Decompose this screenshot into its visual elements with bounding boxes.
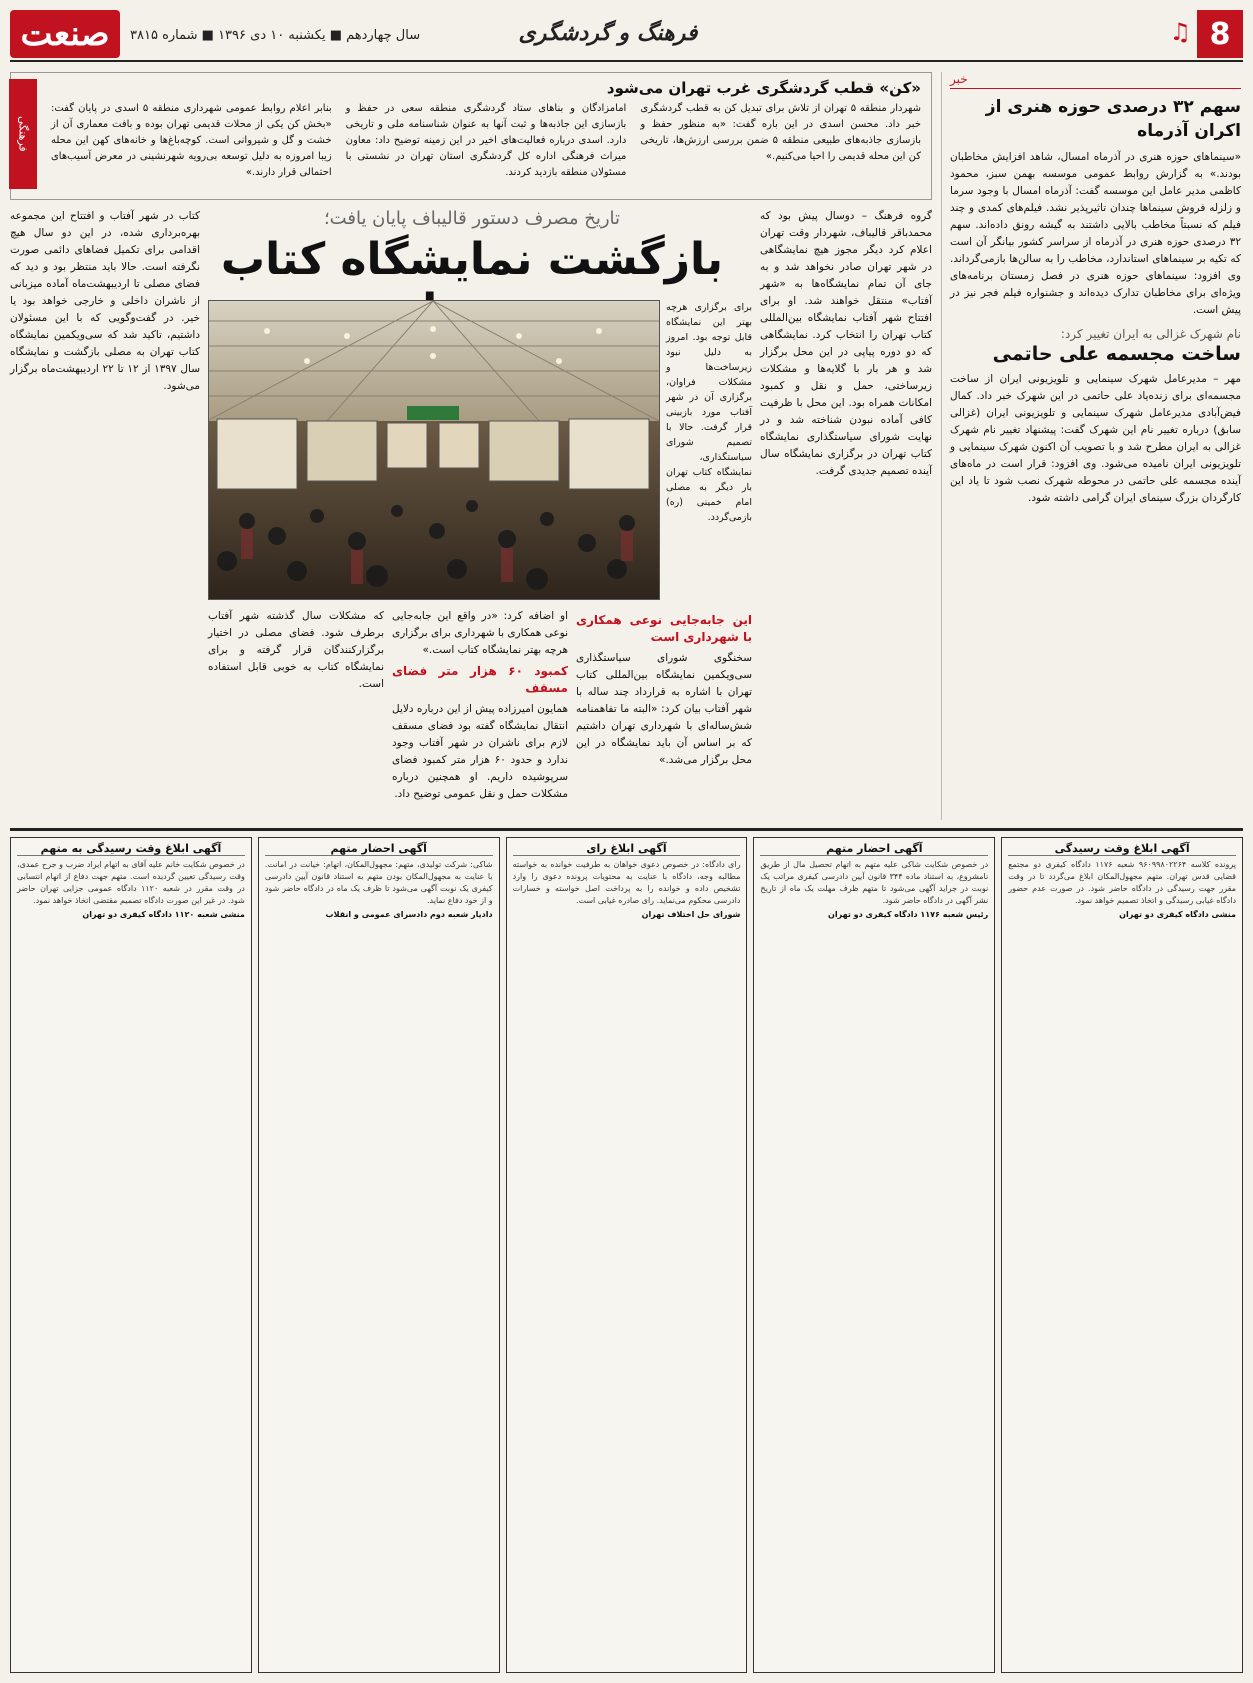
article-subhead-1: این جابه‌جایی نوعی همکاری با شهرداری است <box>576 613 752 644</box>
tourism-col-2: امامزادگان و بناهای ستاد گردشگری منطقه سعی در حفظ و بازسازی این جاذبه‌ها و ثبت آنها به عنوان شناسنامه ملی و تاریخی دارد. اسدی درباره فعالیت‌های اخیر در این زمینه توضیح داد: معاون میراث فرهنگی اداره کل گردشگری استان تهران در نشستی با مسئولان منطقه بازدید کردند. <box>345 103 627 178</box>
ad-footer: دادیار شعبه دوم دادسرای عمومی و انقلاب <box>325 910 493 919</box>
article-bottom-text-2: او اضافه کرد: «در واقع این جابه‌جایی نوعی همکاری با شهرداری برای برگزاری هرچه بهتر نمایشگاه کتاب است.» <box>392 610 568 656</box>
tourism-title: «کن» قطب گردشگری غرب تهران می‌شود <box>606 79 921 97</box>
ad-box <box>753 837 995 1673</box>
ad-box <box>10 837 252 1673</box>
article-col-right: گروه فرهنگ – دوسال پیش بود که محمدباقر قالیباف، شهردار وقت تهران اعلام کرد دیگر مجوز هیچ نمایشگاهی در شهر تهران صادر نخواهد شد و به جای آن تمام نمایشگاه‌ها به «شهر آفتاب» منتقل خواهند شد. او برای افتتاح شهر آفتاب نمایشگاه بین‌المللی کتاب تهران را انتخاب کرد. نمایشگاهی که دو دوره پیاپی در این محل برگزار شد و هر بار با گلایه‌ها و مشکلات زیرساختی، حمل و نقل و کمبود امکانات همراه بود. این محل با ظرفیت کافی آماده نبودن شناخته شد و در نهایت شورای سیاستگذاری نمایشگاه کتاب تهران در برگزاری نمایشگاه سال آینده تصمیم جدیدی گرفت. <box>760 210 932 477</box>
article-bottom-col-3: که مشکلات سال گذشته شهر آفتاب برطرف شود. فضای مصلی در اختیار برگزارکنندگان قرار گرفته و برای نمایشگاه کتاب به خوبی قابل استفاده است. <box>208 610 384 690</box>
main-supertitle: تاریخ مصرف دستور قالیباف پایان یافت؛ <box>323 208 621 229</box>
section-title: فرهنگ و گردشگری <box>518 20 698 46</box>
article-bottom-col-1 <box>576 608 752 808</box>
tourism-col-1: شهردار منطقه ۵ تهران از تلاش برای تبدیل کن به قطب گردشگری خبر داد. محسن اسدی در این باره گفت: «به منظور حفظ و بازسازی جاذبه‌های طبیعی منطقه ۵ ضمن بررسی ارزش‌ها، تاریخی کن این محله قدیمی را احیا می‌کنیم.» <box>640 103 921 162</box>
sidebar-news <box>941 72 1241 820</box>
ad-footer: شورای حل اختلاف تهران <box>641 910 741 919</box>
sidebar-article-title: سهم ۳۲ درصدی حوزه هنری از اکران آذرماه <box>985 97 1241 141</box>
sidebar-article2-title: ساخت مجسمه علی حاتمی <box>992 343 1241 365</box>
ads-column-1 <box>1001 837 1243 1673</box>
ad-body: در خصوص شکایت خانم علیه آقای به اتهام ایراد ضرب و جرح عمدی، وقت رسیدگی تعیین گردیده است. متهم جهت دفاع از اتهام انتسابی در وقت مقرر در شعبه ۱۱۲۰ دادگاه عمومی جزایی تهران حاضر شود. در غیر این صورت دادگاه تصمیم مقتضی اتخاذ خواهد نمود. <box>17 860 245 905</box>
tourism-box <box>10 72 932 200</box>
book-fair-hall-image <box>208 301 659 600</box>
music-notes-icon: ♫ <box>1169 18 1191 46</box>
ads-column-3 <box>506 837 748 1673</box>
section-badge: فرهنگی <box>9 79 37 189</box>
tourism-col-3: بنابر اعلام روابط عمومی شهرداری منطقه ۵ اسدی در پایان گفت: «بخش کن یکی از محلات قدیمی تهران بوده و بافت معماری آن از خشت و گل و شیروانی است. کوچه‌باغ‌ها و خانه‌های کهن این محله زیبا امروزه به دلیل توسعه بی‌رویه شهرنشینی در معرض آسیب‌های احتمالی قرار دارند.» <box>50 103 332 178</box>
ad-box <box>1001 837 1243 1673</box>
ad-title: آگهی احضار متهم <box>760 842 988 856</box>
page-header <box>10 10 1243 62</box>
sidebar-article2-body: مهر – مدیرعامل شهرک سینمایی و تلویزیونی ایران از ساخت مجسمه‌ای برای زنده‌یاد علی حاتمی در این شهرک خبر داد. کمال فیض‌آبادی مدیرعامل شهرک سینمایی و تلویزیونی ایران (غزالی سابق) درباره تغییر نام این شهرک گفت: پیشنهاد تغییر نام شهرک غزالی به ایران مطرح شد و با تصویب آن اکنون شهرک سینمایی و تلویزیونی ایران نامیده می‌شود. وی افزود: قرار است در ماه‌های آینده مجسمه علی حاتمی در محوطه شهرک نصب شود تا یاد این کارگردان بزرگ سینمای ایران گرامی داشته شود. <box>950 373 1241 504</box>
sidebar-article2-subtitle: نام شهرک غزالی به ایران تغییر کرد: <box>1060 327 1241 341</box>
ad-box <box>506 837 748 1673</box>
legal-ads-section <box>10 828 1243 1673</box>
ad-title: آگهی ابلاغ وقت رسیدگی به متهم <box>17 842 245 856</box>
issue-info: سال چهاردهم ■ یکشنبه ۱۰ دی ۱۳۹۶ ■ شماره ۳۸۱۵ <box>130 28 421 43</box>
article-col-mid: برای برگزاری هرچه بهتر این نمایشگاه قابل توجه بود. امروز به دلیل نبود زیرساخت‌ها و مشکلات فراوان، برگزاری آن در شهر آفتاب مورد بازبینی قرار گرفت. حالا با تصمیم شورای سیاستگذاری، نمایشگاه کتاب تهران بار دیگر به مصلی امام خمینی (ره) بازمی‌گردد. <box>666 302 752 523</box>
article-col-left: کتاب در شهر آفتاب و افتتاح این مجموعه بهره‌برداری شده، در این دو سال هیچ اقدامی برای تکمیل فضاهای دائمی صورت نگرفته است. حالا باید منتظر بود و دید که فضای مصلی تا اردیبهشت‌ماه آماده میزبانی از ناشران داخلی و خارجی خواهد بود یا خیر. در گفت‌وگویی که با این مسئولان داشتیم، تاکید شد که سی‌ویکمین نمایشگاه کتاب تهران به مصلی بازگشت و نمایشگاه سال ۱۳۹۷ از ۱۲ تا ۲۲ اردیبهشت‌ماه برگزار می‌شود. <box>10 210 200 392</box>
article-subhead-2: کمبود ۶۰ هزار متر فضای مسقف <box>392 664 568 695</box>
exhibition-photo <box>208 300 660 600</box>
ad-body: رای دادگاه: در خصوص دعوی خواهان به طرفیت خوانده به خواسته مطالبه وجه، دادگاه با عنایت به محتویات پرونده دعوی را وارد تشخیص داده و خوانده را به پرداخت اصل خواسته و خسارات دادرسی محکوم می‌نماید. رای صادره غیابی است. <box>512 860 741 905</box>
ad-footer: منشی دادگاه کیفری دو تهران <box>1119 910 1236 919</box>
ad-body: در خصوص شکایت شاکی علیه متهم به اتهام تحصیل مال از طریق نامشروع، به استناد ماده ۳۴۴ قانون آیین دادرسی کیفری مراتب یک نوبت در جراید آگهی می‌شود تا متهم ظرف مهلت یک ماه از تاریخ نشر آگهی در دادگاه حاضر شود. <box>760 860 989 905</box>
ad-box <box>258 837 500 1673</box>
article-bottom-text-3: همایون امیرزاده پیش از این درباره دلایل انتقال نمایشگاه گفته بود فضای مسقف لازم برای ناشران در شهر آفتاب وجود ندارد و حدود ۶۰ هزار متر کمبود فضای سرپوشیده داریم. او همچنین درباره مشکلات حمل و نقل عمومی توضیح داد. <box>392 703 568 800</box>
page-number: 8 <box>1197 10 1243 58</box>
main-article <box>10 208 932 820</box>
ads-column-4 <box>258 837 500 1673</box>
ad-body: شاکی: شرکت تولیدی، متهم: مجهول‌المکان، اتهام: خیانت در امانت. با عنایت به مجهول‌المکان بودن متهم به استناد قانون آیین دادرسی کیفری یک نوبت آگهی می‌شود تا ظرف یک ماه در دادگاه حاضر شود و از خود دفاع نماید. <box>264 860 493 905</box>
ads-column-5 <box>10 837 252 1673</box>
article-bottom-col-2 <box>392 608 568 808</box>
ad-title: آگهی احضار متهم <box>265 842 493 856</box>
ad-title: آگهی ابلاغ وقت رسیدگی <box>1008 842 1236 856</box>
ad-title: آگهی ابلاغ رای <box>513 842 741 856</box>
sidebar-article-body: «سینماهای حوزه هنری در آذرماه امسال، شاهد افزایش مخاطبان بودند.» به گزارش روابط عمومی موسسه بهمن سبز، محمود کاظمی مدیر عامل این موسسه گفت: آذرماه امسال با وجود سرما و زلزله فروش سینماها چندان تاثیرپذیر نشد. فیلم‌های کمدی و چند فیلم که نسبتاً مخاطب بالایی داشتند به گیشه رونق داده‌اند. سهم ۳۲ درصدی حوزه هنری در آذرماه از سراسر کشور بیانگر آن است که تکیه بر سینماهای استاندارد، مخاطب را به سالن‌ها بازمی‌گرداند. وی افزود: سینماهای حوزه هنری در فصل زمستان برنامه‌های ویژه‌ای برای مخاطبان تدارک دیده‌اند و جشنواره فیلم فجر نیز در پیش است. <box>950 151 1241 316</box>
newspaper-logo: صنعت <box>10 10 120 58</box>
main-headline: بازگشت نمایشگاه کتاب <box>220 234 724 285</box>
article-bottom-text-1: سخنگوی شورای سیاستگذاری سی‌ویکمین نمایشگاه بین‌المللی کتاب تهران با اشاره به قرارداد چند ساله با شهر آفتاب بیان کرد: «البته ما تفاهمنامه شش‌ساله‌ای با شهرداری تهران داشتیم که بر اساس آن باید نمایشگاه در این محل برگزار می‌شد.» <box>576 652 752 766</box>
ads-column-2 <box>753 837 995 1673</box>
ad-body: پرونده کلاسه ۹۶۰۹۹۸۰۲۲۶۴ شعبه ۱۱۷۶ دادگاه کیفری دو مجتمع قضایی قدس تهران. متهم مجهول‌المکان ابلاغ می‌گردد تا در وقت مقرر جهت رسیدگی در دادگاه حاضر شود. در صورت عدم حضور دادگاه غیابی رسیدگی و اتخاذ تصمیم خواهد نمود. <box>1008 860 1236 905</box>
ad-footer: رئیس شعبه ۱۱۷۶ دادگاه کیفری دو تهران <box>828 910 989 919</box>
ad-footer: منشی شعبه ۱۱۲۰ دادگاه کیفری دو تهران <box>82 910 245 919</box>
news-kicker: خبر <box>950 72 1241 89</box>
